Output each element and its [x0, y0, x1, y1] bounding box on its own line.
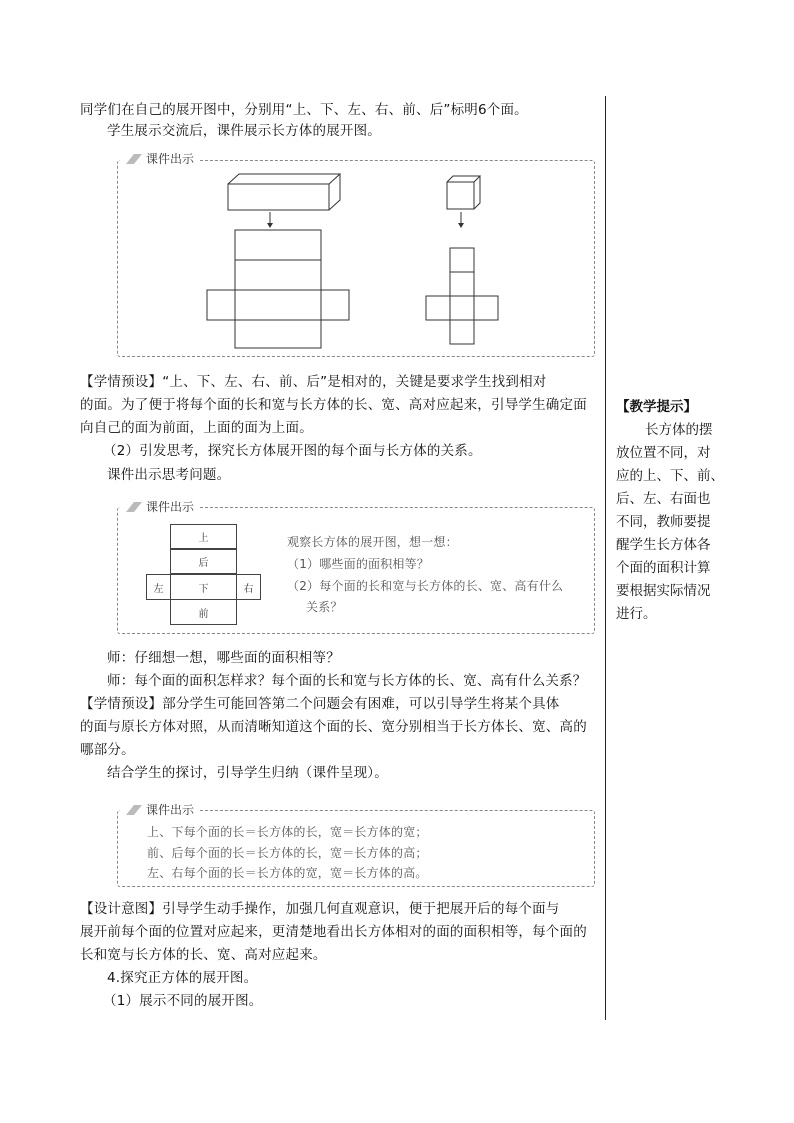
courseware-label-text: 课件出示 [146, 500, 195, 514]
courseware-label-text: 课件出示 [146, 803, 195, 817]
text-line: 哪部分。 [80, 742, 135, 758]
sidebar-line: 进行。 [616, 606, 657, 622]
text-line: 课件出示思考问题。 [107, 467, 231, 483]
cube-front [447, 182, 474, 209]
text-line: 【学情预设】部分学生可能回答第二个问题会有困难，可以引导学生将某个具体 [80, 696, 560, 712]
sidebar-line: 后、左、右面也 [616, 491, 711, 507]
sidebar-title: 【教学提示】 [616, 399, 697, 415]
net-face-bottom: 下 [170, 574, 237, 600]
text-line: （2）引发思考，探究长方体展开图的每个面与长方体的关系。 [103, 443, 482, 459]
sidebar-line: 不同，教师要提 [616, 514, 711, 530]
sidebar-line: 要根据实际情况 [616, 583, 711, 599]
text-line: 同学们在自己的展开图中，分别用“上、下、左、右、前、后”标明6个面。 [80, 102, 528, 118]
courseware-label [120, 500, 200, 514]
rule-text: 前、后每个面的长＝长方体的长，宽＝长方体的高； [147, 846, 428, 860]
sidebar-line: 长方体的摆 [645, 422, 713, 438]
text-line: 【学情预设】“上、下、左、右、前、后”是相对的，关键是要求学生找到相对 [80, 374, 547, 390]
sidebar-line: 放位置不同，对 [616, 445, 711, 461]
text-line: 师：每个面的面积怎样求？每个面的长和宽与长方体的长、宽、高有什么关系？ [107, 673, 587, 689]
text-line: 的面与原长方体对照，从而清晰知道这个面的长、宽分别相当于长方体长、宽、高的 [80, 719, 587, 735]
arrow-head [458, 223, 464, 228]
column-divider [605, 96, 606, 1020]
text-line: （1）展示不同的展开图。 [103, 993, 263, 1009]
text-line: 长和宽与长方体的长、宽、高对应起来。 [80, 947, 327, 963]
text-line: 展开前每个面的位置对应起来，更清楚地看出长方体相对的面的面积相等，每个面的 [80, 924, 587, 940]
rule-text: 上、下每个面的长＝长方体的长，宽＝长方体的宽； [147, 825, 428, 839]
net-face-right: 右 [236, 574, 261, 600]
courseware-label [120, 803, 200, 817]
text-line: 的面。为了便于将每个面的长和宽与长方体的长、宽、高对应起来，引导学生确定面 [80, 397, 587, 413]
question-text: （1）哪些面的面积相等？ [287, 557, 430, 571]
arrow-head [267, 223, 273, 228]
net-face-top: 上 [170, 524, 237, 549]
pencil-mark-icon [124, 501, 144, 513]
box-net-diagram [117, 160, 593, 355]
sidebar-line: 醒学生长方体各 [616, 537, 711, 553]
net-face-left: 左 [146, 574, 171, 600]
question-text: 关系？ [306, 600, 343, 614]
text-line: 结合学生的探讨，引导学生归纳（课件呈现）。 [107, 765, 388, 781]
cuboid-front [228, 184, 329, 210]
text-line: 向自己的面为前面，上面的面为上面。 [80, 420, 313, 436]
net-face-back: 后 [170, 549, 237, 574]
net-face-front: 前 [170, 599, 237, 625]
text-line: 4.探究正方体的展开图。 [107, 970, 258, 986]
text-line: 学生展示交流后，课件展示长方体的展开图。 [107, 123, 381, 139]
rule-text: 左、右每个面的长＝长方体的宽，宽＝长方体的高。 [147, 866, 428, 880]
sidebar-line: 个面的面积计算 [616, 560, 711, 576]
question-text: （2）每个面的长和宽与长方体的长、宽、高有什么 [287, 579, 564, 593]
cuboid-top [228, 174, 340, 184]
pencil-mark-icon [124, 804, 144, 816]
text-line: 师：仔细想一想，哪些面的面积相等？ [107, 650, 340, 666]
sidebar-line: 应的上、下、前、 [616, 468, 724, 484]
question-text: 观察长方体的展开图，想一想： [287, 535, 458, 549]
courseware-label-text: 课件出示 [146, 152, 195, 166]
text-line: 【设计意图】引导学生动手操作，加强几何直观意识，便于把展开后的每个面与 [80, 901, 560, 917]
